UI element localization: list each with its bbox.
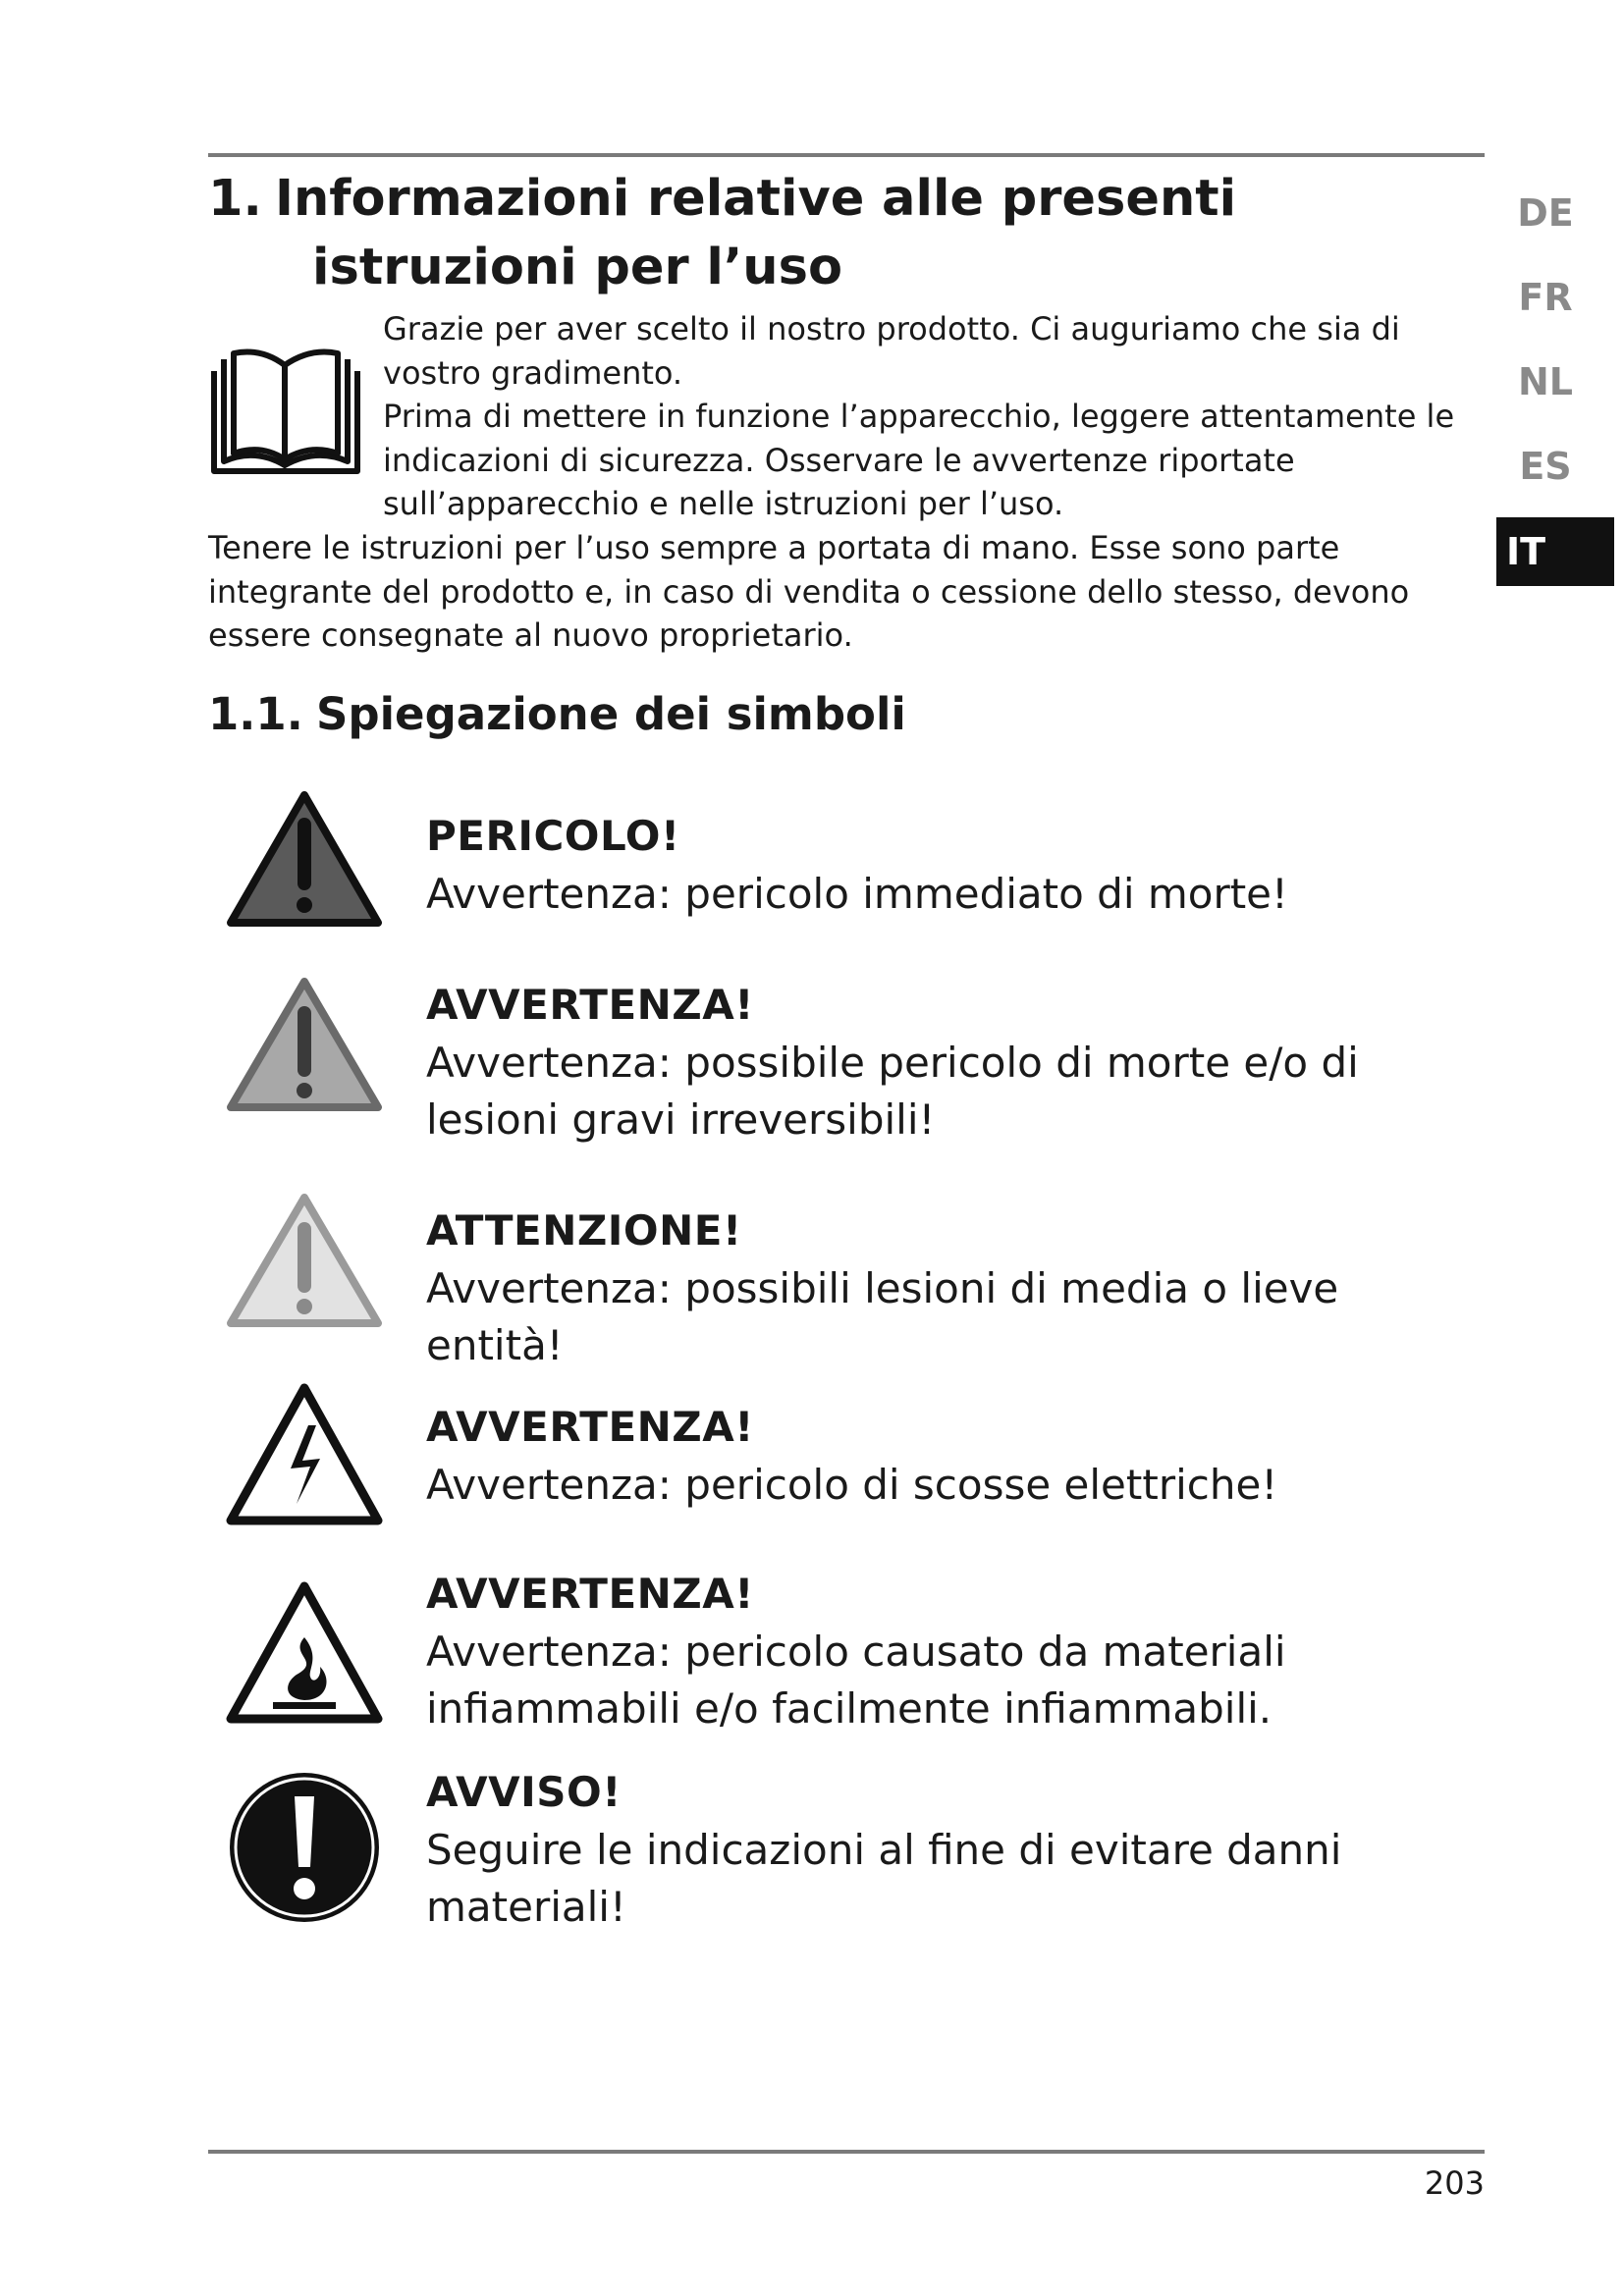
subsection-title: Spiegazione dei simboli (316, 688, 906, 740)
intro-paragraph-2: Prima di mettere in funzione l’apparecchio, leggere attentamente le indicazioni di sicurezza. Osservare le avvertenze riportate sull’apparecchio e nelle istruzioni per l’uso. (383, 398, 1455, 522)
symbol-title: PERICOLO! (426, 812, 680, 860)
caution-triangle-icon (226, 1186, 383, 1343)
intro-paragraph-1: Grazie per aver scelto il nostro prodotto. Ci auguriamo che sia di vostro gradimento. (383, 310, 1400, 392)
language-tab-it[interactable]: IT (1496, 517, 1614, 586)
symbol-title: AVVERTENZA! (426, 1403, 754, 1451)
flammable-icon (226, 1576, 383, 1734)
intro-text (383, 307, 1492, 526)
language-tab-de[interactable]: DE (1517, 191, 1574, 235)
symbol-title: AVVISO! (426, 1768, 622, 1816)
warning-triangle-icon (226, 970, 383, 1127)
symbol-description: Avvertenza: pericolo causato da materiali infiammabili e/o facilmente infiammabili. (426, 1628, 1286, 1733)
top-rule (208, 153, 1485, 157)
symbol-description: Avvertenza: pericolo di scosse elettriche! (426, 1461, 1278, 1509)
danger-triangle-icon (226, 785, 383, 942)
manual-book-icon (208, 346, 363, 479)
symbol-title: AVVERTENZA! (426, 981, 754, 1029)
bottom-rule (208, 2150, 1485, 2154)
symbol-description: Avvertenza: possibili lesioni di media o lieve entità! (426, 1264, 1339, 1369)
manual-keeping-paragraph: Tenere le istruzioni per l’uso sempre a portata di mano. Esse sono parte integrante del prodotto e, in caso di vendita o cessione dello stesso, devono essere consegnate al nuovo proprietario. (208, 529, 1410, 654)
section-heading (208, 165, 1236, 302)
section-title-line2: istruzioni per l’uso (312, 239, 842, 296)
language-tab-nl[interactable]: NL (1517, 360, 1574, 403)
section-title-line1: Informazioni relative alle presenti (275, 170, 1237, 228)
language-tab-fr[interactable]: FR (1518, 276, 1573, 319)
symbol-description: Seguire le indicazioni al fine di evitare danni materiali! (426, 1826, 1342, 1931)
electric-shock-icon (226, 1378, 383, 1535)
symbol-description: Avvertenza: possibile pericolo di morte e/o di lesioni gravi irreversibili! (426, 1039, 1359, 1144)
symbol-title: ATTENZIONE! (426, 1206, 742, 1255)
subsection-number: 1.1. (208, 688, 303, 740)
language-tab-es[interactable]: ES (1519, 445, 1572, 488)
section-number: 1. (208, 170, 262, 228)
notice-circle-icon (226, 1769, 383, 1926)
subsection-heading (208, 685, 906, 744)
symbol-description: Avvertenza: pericolo immediato di morte! (426, 870, 1288, 918)
symbol-title: AVVERTENZA! (426, 1570, 754, 1618)
page-number: 203 (1424, 2164, 1485, 2202)
